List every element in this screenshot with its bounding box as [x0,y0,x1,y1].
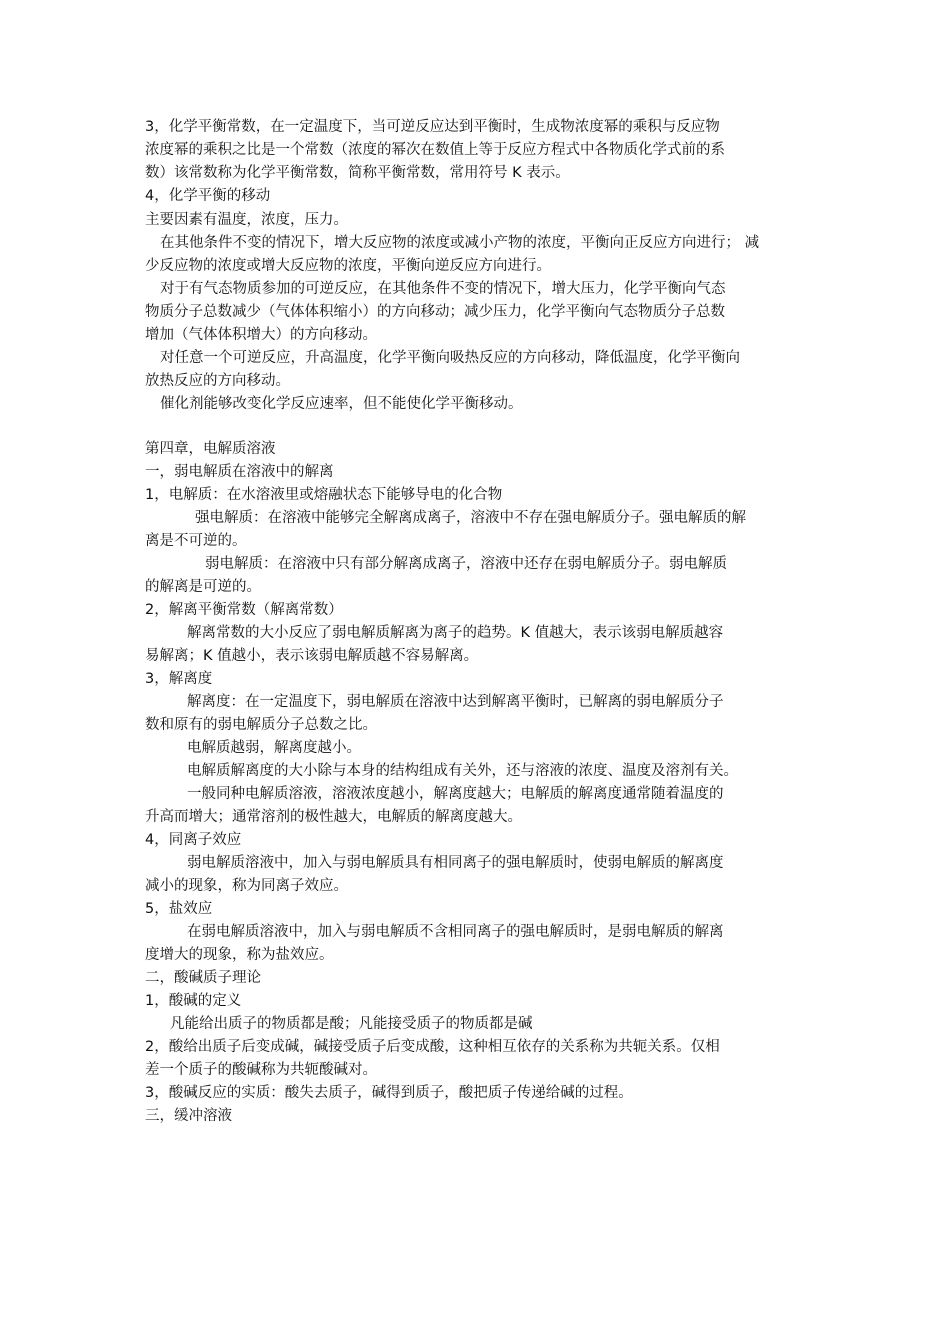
chapter-heading: 第四章，电解质溶液 [145,441,276,457]
text-line: 数和原有的弱电解质分子总数之比。 [145,717,377,733]
text-line: 在其他条件不变的情况下，增大反应物的浓度或减小产物的浓度，平衡向正反应方向进行； 减 [160,235,760,251]
text-line: 易解离；K 值越小，表示该弱电解质越不容易解离。 [145,648,479,664]
text-line: 在弱电解质溶液中，加入与弱电解质不含相同离子的强电解质时，是弱电解质的解离 [187,924,724,940]
section-heading: 4，化学平衡的移动 [145,188,271,204]
text-line: 解离度：在一定温度下，弱电解质在溶液中达到解离平衡时，已解离的弱电解质分子 [187,694,724,710]
text-line: 2，酸给出质子后变成碱，碱接受质子后变成酸，这种相互依存的关系称为共轭关系。仅相 [145,1039,720,1055]
text-line: 增加（气体体积增大）的方向移动。 [145,327,377,343]
text-line: 催化剂能够改变化学反应速率，但不能使化学平衡移动。 [160,396,523,412]
text-line: 强电解质：在溶液中能够完全解离成离子，溶液中不存在强电解质分子。强电解质的解 [195,510,746,526]
text-line: 凡能给出质子的物质都是酸；凡能接受质子的物质都是碱 [170,1016,533,1032]
section-heading: 一，弱电解质在溶液中的解离 [145,464,334,480]
text-line: 离是不可逆的。 [145,533,247,549]
text-line: 物质分子总数减少（气体体积缩小）的方向移动；减少压力，化学平衡向气态物质分子总数 [145,304,725,320]
text-line: 电解质解离度的大小除与本身的结构组成有关外，还与溶液的浓度、温度及溶剂有关。 [187,763,738,779]
text-line: 的解离是可逆的。 [145,579,261,595]
text-line: 数）该常数称为化学平衡常数，简称平衡常数，常用符号 K 表示。 [145,165,570,181]
text-line: 主要因素有温度，浓度，压力。 [145,212,348,228]
text-line: 电解质越弱，解离度越小。 [187,740,361,756]
section-heading: 1，酸碱的定义 [145,993,242,1009]
text-line: 弱电解质：在溶液中只有部分解离成离子，溶液中还存在弱电解质分子。弱电解质 [205,556,727,572]
text-line: 浓度幂的乘积之比是一个常数（浓度的幂次在数值上等于反应方程式中各物质化学式前的系 [145,142,725,158]
text-line: 1，电解质：在水溶液里或熔融状态下能够导电的化合物 [145,487,503,503]
section-heading: 4，同离子效应 [145,832,242,848]
section-heading: 5，盐效应 [145,901,213,917]
text-line: 少反应物的浓度或增大反应物的浓度，平衡向逆反应方向进行。 [145,258,551,274]
text-line: 一般同种电解质溶液，溶液浓度越小，解离度越大；电解质的解离度通常随着温度的 [187,786,724,802]
text-line: 对任意一个可逆反应，升高温度，化学平衡向吸热反应的方向移动，降低温度，化学平衡向 [160,350,740,366]
text-line: 度增大的现象，称为盐效应。 [145,947,334,963]
text-line: 减小的现象，称为同离子效应。 [145,878,348,894]
text-line: 差一个质子的酸碱称为共轭酸碱对。 [145,1062,377,1078]
section-heading: 二，酸碱质子理论 [145,970,261,986]
text-line: 弱电解质溶液中，加入与弱电解质具有相同离子的强电解质时，使弱电解质的解离度 [187,855,724,871]
text-line: 3，化学平衡常数，在一定温度下，当可逆反应达到平衡时，生成物浓度幂的乘积与反应物 [145,119,720,135]
text-line: 对于有气态物质参加的可逆反应，在其他条件不变的情况下，增大压力，化学平衡向气态 [160,281,726,297]
section-heading: 2，解离平衡常数（解离常数） [145,602,343,618]
section-heading: 3，解离度 [145,671,213,687]
text-line: 升高而增大；通常溶剂的极性越大，电解质的解离度越大。 [145,809,522,825]
section-heading: 三，缓冲溶液 [145,1108,232,1124]
text-line: 放热反应的方向移动。 [145,373,290,389]
text-line: 3，酸碱反应的实质：酸失去质子，碱得到质子，酸把质子传递给碱的过程。 [145,1085,633,1101]
text-line: 解离常数的大小反应了弱电解质解离为离子的趋势。K 值越大，表示该弱电解质越容 [187,625,724,641]
